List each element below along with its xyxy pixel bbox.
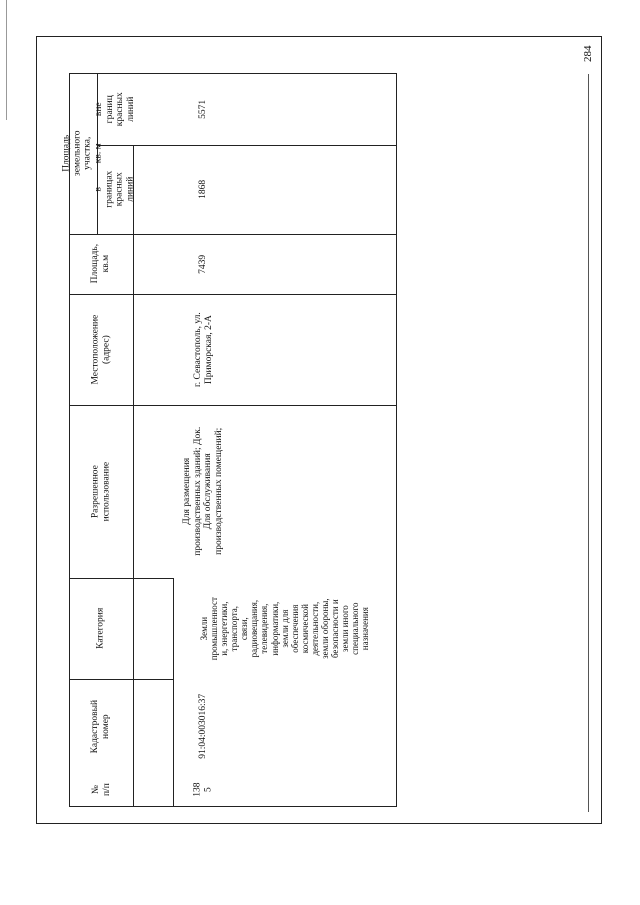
cell-location: г. Севастополь, ул. Приморская, 2-А xyxy=(192,312,213,387)
page-side-rule xyxy=(588,74,589,812)
header-outside-red-lines: вне границ красных линий xyxy=(93,92,136,127)
cell-area: 7439 xyxy=(197,254,208,274)
cell-outside-red-lines: 5571 xyxy=(197,99,208,119)
cell-cadastral-number: 91:04:003016:37 xyxy=(197,694,208,759)
table-border-bottom xyxy=(69,806,397,807)
cell-row-number: 138 5 xyxy=(192,782,213,798)
header-permitted-use: Разрешенное использование xyxy=(90,461,111,522)
header-inside-red-lines: в границах красных линий xyxy=(93,170,136,209)
table-border-right xyxy=(396,73,397,806)
header-cadastral-number: Кадастровый номер xyxy=(90,699,111,754)
page-frame xyxy=(36,36,602,824)
cell-permitted-use: Для размещения производственных зданий; Док. Для обслуживания производственных помещений; xyxy=(181,427,224,556)
cell-inside-red-lines: 1868 xyxy=(197,180,208,199)
page-number: 284 xyxy=(582,45,594,62)
header-row-number: № п/п xyxy=(90,783,111,797)
header-land-area: Площадь земельного участка, кв. м xyxy=(61,130,104,177)
header-location: Местоположение (адрес) xyxy=(90,314,111,385)
header-category: Категория xyxy=(95,607,106,650)
cell-category: Земли промышленност и, энергетики, транспорта, связи, радиовещания, телевидения, информатики, земли для обеспечения космической деятельности, земли обороны, безопасности и земли иного специального назначения xyxy=(198,596,371,661)
header-area: Площадь, кв.м xyxy=(90,244,111,284)
scan-margin-line xyxy=(6,0,7,120)
